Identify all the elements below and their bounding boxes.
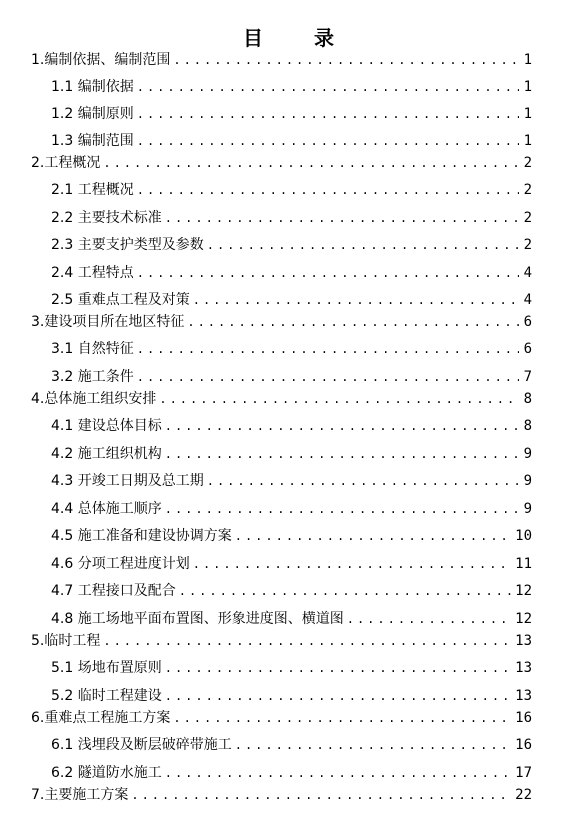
toc-leader-dots bbox=[193, 553, 512, 575]
toc-entry-page: 8 bbox=[523, 418, 532, 434]
toc-leader-dots bbox=[137, 179, 519, 201]
toc-leader-dots bbox=[165, 498, 519, 520]
toc-entry-label: 4.5 施工准备和建设协调方案 bbox=[51, 528, 232, 544]
toc-entry-page: 4 bbox=[523, 292, 532, 308]
toc-entry-label: 4.8 施工场地平面布置图、形象进度图、横道图 bbox=[51, 611, 344, 627]
toc-leader-dots bbox=[103, 152, 519, 174]
toc-entry-label: 4.2 施工组织机构 bbox=[51, 446, 162, 462]
toc-entry-page: 10 bbox=[515, 528, 532, 544]
toc-entry-label: 1.2 编制原则 bbox=[51, 106, 134, 122]
toc-entry[interactable] bbox=[51, 580, 532, 602]
toc-entry-label: 4.6 分项工程进度计划 bbox=[51, 556, 190, 572]
toc-entry-label: 1.1 编制依据 bbox=[51, 79, 134, 95]
toc-entry-page: 2 bbox=[523, 182, 532, 198]
toc-entry-page: 11 bbox=[515, 556, 532, 572]
toc-leader-dots bbox=[235, 734, 512, 756]
toc-entry[interactable] bbox=[51, 338, 532, 360]
toc-entry-page: 1 bbox=[523, 106, 532, 122]
toc-entry-label: 2.4 工程特点 bbox=[51, 265, 134, 281]
toc-entry[interactable] bbox=[51, 470, 532, 492]
toc-entry-label: 1.3 编制范围 bbox=[51, 133, 134, 149]
toc-entry-page: 8 bbox=[523, 391, 532, 407]
toc-entry[interactable] bbox=[51, 415, 532, 437]
toc-entry[interactable] bbox=[31, 784, 532, 806]
toc-entry-label: 5.临时工程 bbox=[31, 633, 101, 649]
toc-leader-dots bbox=[187, 311, 519, 333]
toc-entry-label: 6.2 隧道防水施工 bbox=[51, 765, 162, 781]
toc-entry-page: 13 bbox=[515, 660, 532, 676]
toc-entry-page: 2 bbox=[523, 210, 532, 226]
toc-entry-label: 2.2 主要技术标准 bbox=[51, 210, 162, 226]
toc-entry[interactable] bbox=[51, 525, 532, 547]
toc-entry-page: 13 bbox=[515, 688, 532, 704]
toc-entry[interactable] bbox=[31, 388, 532, 410]
toc-entry[interactable] bbox=[51, 443, 532, 465]
toc-entry[interactable] bbox=[31, 152, 532, 174]
toc-leader-dots bbox=[165, 657, 512, 679]
toc-leader-dots bbox=[207, 234, 519, 256]
toc-entry-label: 2.工程概况 bbox=[31, 155, 101, 171]
toc-entry-label: 6.1 浅埋段及断层破碎带施工 bbox=[51, 737, 232, 753]
toc-entry-page: 6 bbox=[523, 314, 532, 330]
toc-entry-label: 4.1 建设总体目标 bbox=[51, 418, 162, 434]
toc-entry-label: 3.1 自然特征 bbox=[51, 341, 134, 357]
toc-entry-label: 4.7 工程接口及配合 bbox=[51, 583, 176, 599]
toc-entry-page: 16 bbox=[515, 710, 532, 726]
toc-leader-dots bbox=[173, 707, 512, 729]
toc-leader-dots bbox=[173, 49, 519, 71]
toc-entry-page: 12 bbox=[515, 583, 532, 599]
toc-leader-dots bbox=[165, 685, 512, 707]
toc-leader-dots bbox=[165, 207, 519, 229]
toc-entry-page: 9 bbox=[523, 501, 532, 517]
toc-leader-dots bbox=[165, 762, 512, 784]
toc-entry-label: 5.2 临时工程建设 bbox=[51, 688, 162, 704]
toc-entry[interactable] bbox=[51, 762, 532, 784]
toc-leader-dots bbox=[137, 366, 519, 388]
toc-leader-dots bbox=[103, 630, 512, 652]
toc-entry-label: 5.1 场地布置原则 bbox=[51, 660, 162, 676]
toc-entry[interactable] bbox=[51, 103, 532, 125]
toc-entry-label: 4.总体施工组织安排 bbox=[31, 391, 157, 407]
toc-entry-page: 12 bbox=[515, 611, 532, 627]
toc-entry-page: 16 bbox=[515, 737, 532, 753]
toc-entry[interactable] bbox=[51, 130, 532, 152]
toc-leader-dots bbox=[179, 580, 512, 602]
toc-leader-dots bbox=[347, 608, 512, 630]
toc-leader-dots bbox=[165, 443, 519, 465]
toc-entry-label: 7.主要施工方案 bbox=[31, 787, 129, 803]
toc-entry-label: 2.1 工程概况 bbox=[51, 182, 134, 198]
page-title: 目 录 bbox=[243, 26, 356, 50]
toc-leader-dots bbox=[165, 415, 519, 437]
toc-leader-dots bbox=[137, 338, 519, 360]
toc-entry-page: 6 bbox=[523, 341, 532, 357]
toc-entry[interactable] bbox=[51, 289, 532, 311]
toc-entry-label: 2.3 主要支护类型及参数 bbox=[51, 237, 204, 253]
toc-entry-page: 17 bbox=[515, 765, 532, 781]
toc-leader-dots bbox=[137, 262, 519, 284]
toc-leader-dots bbox=[159, 388, 519, 410]
toc-entry-page: 1 bbox=[523, 79, 532, 95]
toc-entry[interactable] bbox=[51, 685, 532, 707]
toc-entry[interactable] bbox=[31, 630, 532, 652]
toc-entry[interactable] bbox=[51, 498, 532, 520]
toc-entry[interactable] bbox=[51, 234, 532, 256]
toc-entry[interactable] bbox=[51, 553, 532, 575]
toc-entry-page: 13 bbox=[515, 633, 532, 649]
toc-entry-page: 4 bbox=[523, 265, 532, 281]
toc-entry-label: 4.4 总体施工顺序 bbox=[51, 501, 162, 517]
toc-leader-dots bbox=[131, 784, 512, 806]
toc-entry[interactable] bbox=[51, 734, 532, 756]
toc-leader-dots bbox=[193, 289, 519, 311]
toc-leader-dots bbox=[207, 470, 519, 492]
toc-entry[interactable] bbox=[51, 262, 532, 284]
toc-entry-label: 3.2 施工条件 bbox=[51, 369, 134, 385]
toc-entry-page: 7 bbox=[523, 369, 532, 385]
toc-leader-dots bbox=[137, 130, 519, 152]
toc-entry-label: 4.3 开竣工日期及总工期 bbox=[51, 473, 204, 489]
toc-entry[interactable] bbox=[31, 49, 532, 71]
toc-entry-page: 2 bbox=[523, 237, 532, 253]
toc-entry-page: 1 bbox=[523, 52, 532, 68]
toc-entry[interactable] bbox=[31, 311, 532, 333]
toc-entry[interactable] bbox=[51, 179, 532, 201]
toc-entry-page: 9 bbox=[523, 473, 532, 489]
toc-entry-label: 2.5 重难点工程及对策 bbox=[51, 292, 190, 308]
toc-entry[interactable] bbox=[51, 657, 532, 679]
toc-entry[interactable] bbox=[51, 366, 532, 388]
toc-entry-page: 22 bbox=[515, 787, 532, 803]
toc-entry-label: 6.重难点工程施工方案 bbox=[31, 710, 171, 726]
toc-entry-label: 3.建设项目所在地区特征 bbox=[31, 314, 185, 330]
toc-leader-dots bbox=[137, 76, 519, 98]
toc-entry[interactable] bbox=[51, 608, 532, 630]
toc-entry-page: 2 bbox=[523, 155, 532, 171]
toc-entry-page: 1 bbox=[523, 133, 532, 149]
toc-entry-label: 1.编制依据、编制范围 bbox=[31, 52, 171, 68]
toc-entry[interactable] bbox=[51, 76, 532, 98]
toc-leader-dots bbox=[235, 525, 512, 547]
toc-entry[interactable] bbox=[31, 707, 532, 729]
toc-entry-page: 9 bbox=[523, 446, 532, 462]
toc-leader-dots bbox=[137, 103, 519, 125]
toc-entry[interactable] bbox=[51, 207, 532, 229]
